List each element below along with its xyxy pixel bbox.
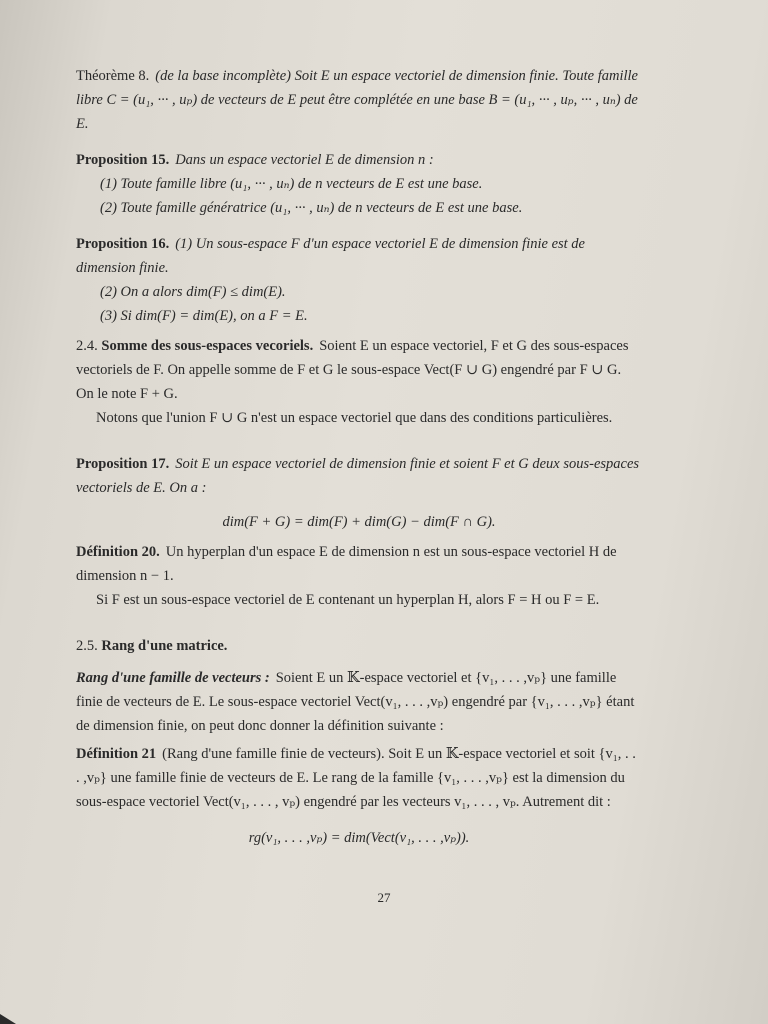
definition-20-label: Définition 20.	[76, 544, 160, 560]
section-2-4-number: 2.4.	[76, 338, 98, 354]
proposition-16-item-3: (3) Si dim(F) = dim(E), on a F = E.	[100, 308, 308, 324]
page-corner-shadow	[0, 1014, 16, 1024]
theorem-8-label: Théorème 8.	[76, 68, 150, 84]
proposition-17-label: Proposition 17.	[76, 456, 170, 472]
rang-famille-label: Rang d'une famille de vecteurs :	[76, 670, 270, 686]
proposition-16-label: Proposition 16.	[76, 236, 170, 252]
proposition-17-text: Soit E un espace vectoriel de dimension finie et soient F et G deux sous-espaces vectoriels de E. On a :	[76, 456, 640, 496]
definition-21	[76, 742, 642, 850]
proposition-17	[76, 452, 642, 534]
proposition-17-formula: dim(F + G) = dim(F) + dim(G) − dim(F ∩ G).	[222, 514, 496, 530]
section-2-4-text: Soient E un espace vectoriel, F et G des sous-espaces vectoriels de F. On appelle somme de F et G le sous-espace Vect(F ∪ G) engendré par F ∪ G. On le note F + G.	[76, 338, 629, 402]
definition-20	[76, 540, 642, 612]
rang-famille-text: Soient E un 𝕂-espace vectoriel et {v₁, . . . ,vₚ} une famille finie de vecteurs de E. Le sous-espace vectoriel Vect(v₁, . . . ,vₚ) engendré par {v₁, . . . ,vₚ} étant de dimension finie, on peut donc donner la définition suivante :	[76, 670, 635, 734]
definition-20-paragraph: Si F est un sous-espace vectoriel de E contenant un hyperplan H, alors F = H ou F = E.	[96, 592, 600, 608]
proposition-15-label: Proposition 15.	[76, 152, 170, 168]
theorem-8	[76, 64, 642, 136]
proposition-15-item-1: (1) Toute famille libre (u₁, ··· , uₙ) de n vecteurs de E est une base.	[100, 176, 483, 192]
proposition-16-item-1: (1) Un sous-espace F d'un espace vectoriel E de dimension finie est de dimension finie.	[76, 236, 585, 276]
definition-21-label: Définition 21	[76, 746, 157, 762]
page-number: 27	[377, 890, 391, 905]
section-2-5	[76, 634, 642, 658]
proposition-15-item-2: (2) Toute famille génératrice (u₁, ··· , uₙ) de n vecteurs de E est une base.	[100, 200, 523, 216]
section-2-4	[76, 334, 642, 430]
section-2-4-paragraph: Notons que l'union F ∪ G n'est un espace vectoriel que dans des conditions particulières.	[96, 410, 613, 426]
theorem-8-text: (de la base incomplète) Soit E un espace vectoriel de dimension finie. Toute famille libre C = (u₁, ··· , uₚ) de vecteurs de E peut être complétée en une base B = (u₁, ··· , uₚ, ··· , uₙ) de E.	[76, 68, 638, 132]
definition-20-text: Un hyperplan d'un espace E de dimension n est un sous-espace vectoriel H de dimension n − 1.	[76, 544, 617, 584]
definition-21-formula: rg(v₁, . . . ,vₚ) = dim(Vect(v₁, . . . ,vₚ)).	[248, 830, 470, 846]
definition-21-text: (Rang d'une famille finie de vecteurs). Soit E un 𝕂-espace vectoriel et soit {v₁, . . . ,vₚ} une famille finie de vecteurs de E. Le rang de la famille {v₁, . . . ,vₚ} est la dimension du sous-espace vectoriel Vect(v₁, . . . , vₚ) engendré par les vecteurs v₁, . . . , vₚ. Autrement dit :	[76, 746, 636, 810]
section-2-4-title: Somme des sous-espaces vecoriels.	[101, 338, 314, 354]
section-2-5-title: Rang d'une matrice.	[101, 638, 228, 654]
proposition-16	[76, 232, 642, 328]
section-2-5-number: 2.5.	[76, 638, 98, 654]
proposition-15	[76, 148, 642, 220]
proposition-15-intro: Dans un espace vectoriel E de dimension n :	[175, 152, 434, 168]
rang-famille-vecteurs	[76, 666, 642, 738]
proposition-16-item-2: (2) On a alors dim(F) ≤ dim(E).	[100, 284, 286, 300]
